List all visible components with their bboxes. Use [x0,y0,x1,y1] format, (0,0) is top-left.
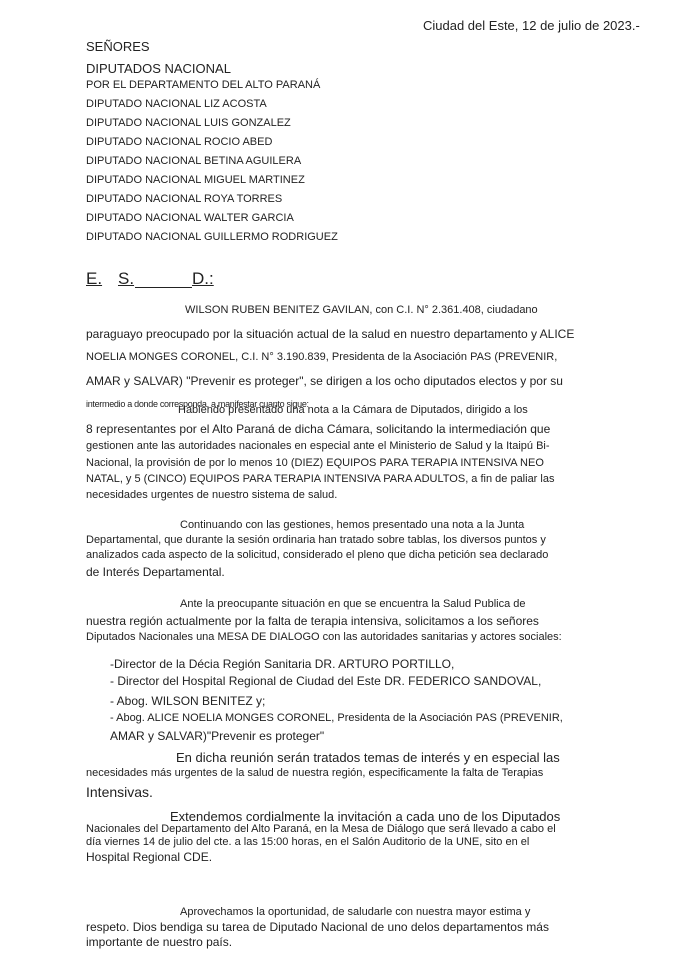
paragraph-3-line: Ante la preocupante situación en que se encuentra la Salud Publica de [180,598,526,610]
addressee-line: DIPUTADO NACIONAL WALTER GARCIA [86,212,294,224]
participant-list-item: -Director de la Décia Región Sanitaria DR. ARTURO PORTILLO, [110,657,455,671]
paragraph-4-line: Intensivas. [86,784,153,800]
esd-e: E. [86,269,103,288]
closing-line: respeto. Dios bendiga su tarea de Diputado Nacional de uno delos departamentos más [86,920,549,934]
paragraph-1-line: gestionen ante las autoridades nacionales en especial ante el Ministerio de Salud y la Itaipú Bi- [86,440,550,452]
esd-underline [135,287,192,288]
addressee-line: POR EL DEPARTAMENTO DEL ALTO PARANÁ [86,79,321,91]
addressee-line: DIPUTADOS NACIONAL [86,61,231,76]
intro-line: NOELIA MONGES CORONEL, C.I. N° 3.190.839, Presidenta de la Asociación PAS (PREVENIR, [86,351,558,363]
intro-line: intermedio a donde corresponda, a manifestar cuanto sigue: [86,399,309,409]
closing-line: importante de nuestro país. [86,935,233,949]
paragraph-2-line: Continuando con las gestiones, hemos presentado una nota a la Junta [180,519,525,531]
paragraph-5-line: día viernes 14 de julio del cte. a las 15:00 horas, en el Salón Auditorio de la UNE, sito en el [86,836,530,848]
participant-list-item: - Abog. ALICE NOELIA MONGES CORONEL, Presidenta de la Asociación PAS (PREVENIR, [110,712,563,724]
participant-list-item: AMAR y SALVAR)"Prevenir es proteger" [110,729,325,743]
paragraph-5-line: Nacionales del Departamento del Alto Paraná, en la Mesa de Diálogo que será llevado a cabo el [86,823,556,835]
intro-line: AMAR y SALVAR) "Prevenir es proteger", se dirigen a los ocho diputados electos y por su [86,374,563,388]
paragraph-1-line: Habiendo presentado una nota a la Cámara de Diputados, dirigido a los [178,404,528,416]
esd-s: S. [118,269,135,288]
paragraph-1-line: NATAL, y 5 (CINCO) EQUIPOS PARA TERAPIA INTENSIVA PARA ADULTOS, a fin de paliar las [86,473,555,485]
addressee-line: DIPUTADO NACIONAL ROCIO ABED [86,136,273,148]
intro-line: paraguayo preocupado por la situación actual de la salud en nuestro departamento y ALICE [86,327,575,341]
paragraph-3-line: nuestra región actualmente por la falta de terapia intensiva, solicitamos a los señores [86,614,539,628]
intro-line: WILSON RUBEN BENITEZ GAVILAN, con C.I. N° 2.361.408, ciudadano [185,304,538,316]
participant-list-item: - Abog. WILSON BENITEZ y; [110,694,266,708]
participant-list-item: - Director del Hospital Regional de Ciudad del Este DR. FEDERICO SANDOVAL, [110,674,542,688]
paragraph-1-line: 8 representantes por el Alto Paraná de dicha Cámara, solicitando la intermediación que [86,422,551,436]
addressee-line: DIPUTADO NACIONAL LUIS GONZALEZ [86,117,291,129]
paragraph-3-line: Diputados Nacionales una MESA DE DIALOGO con las autoridades sanitarias y actores sociales: [86,631,562,643]
addressee-line: DIPUTADO NACIONAL GUILLERMO RODRIGUEZ [86,231,338,243]
paragraph-2-line: analizados cada aspecto de la solicitud, considerado el pleno que dicha petición sea declarado [86,549,549,561]
paragraph-1-line: Nacional, la provisión de por lo menos 10 (DIEZ) EQUIPOS PARA TERAPIA INTENSIVA NEO [86,457,544,469]
paragraph-4-line: necesidades más urgentes de la salud de nuestra región, especificamente la falta de Terapias [86,767,544,779]
addressee-line: DIPUTADO NACIONAL ROYA TORRES [86,193,283,205]
esd-d: D.: [192,269,214,288]
closing-line: Aprovechamos la oportunidad, de saludarle con nuestra mayor estima y [180,906,531,918]
paragraph-4-line: En dicha reunión serán tratados temas de interés y en especial las [176,750,560,765]
paragraph-1-line: necesidades urgentes de nuestro sistema de salud. [86,489,338,501]
paragraph-2-line: de Interés Departamental. [86,565,225,579]
paragraph-5-line: Hospital Regional CDE. [86,850,213,864]
addressee-line: SEÑORES [86,39,150,54]
addressee-line: DIPUTADO NACIONAL BETINA AGUILERA [86,155,302,167]
addressee-line: DIPUTADO NACIONAL MIGUEL MARTINEZ [86,174,305,186]
letter-date: Ciudad del Este, 12 de julio de 2023.- [423,18,640,33]
addressee-line: DIPUTADO NACIONAL LIZ ACOSTA [86,98,267,110]
paragraph-2-line: Departamental, que durante la sesión ordinaria han tratado sobre tablas, los diversos puntos y [86,534,546,546]
paragraph-5-line: Extendemos cordialmente la invitación a cada uno de los Diputados [170,809,561,824]
